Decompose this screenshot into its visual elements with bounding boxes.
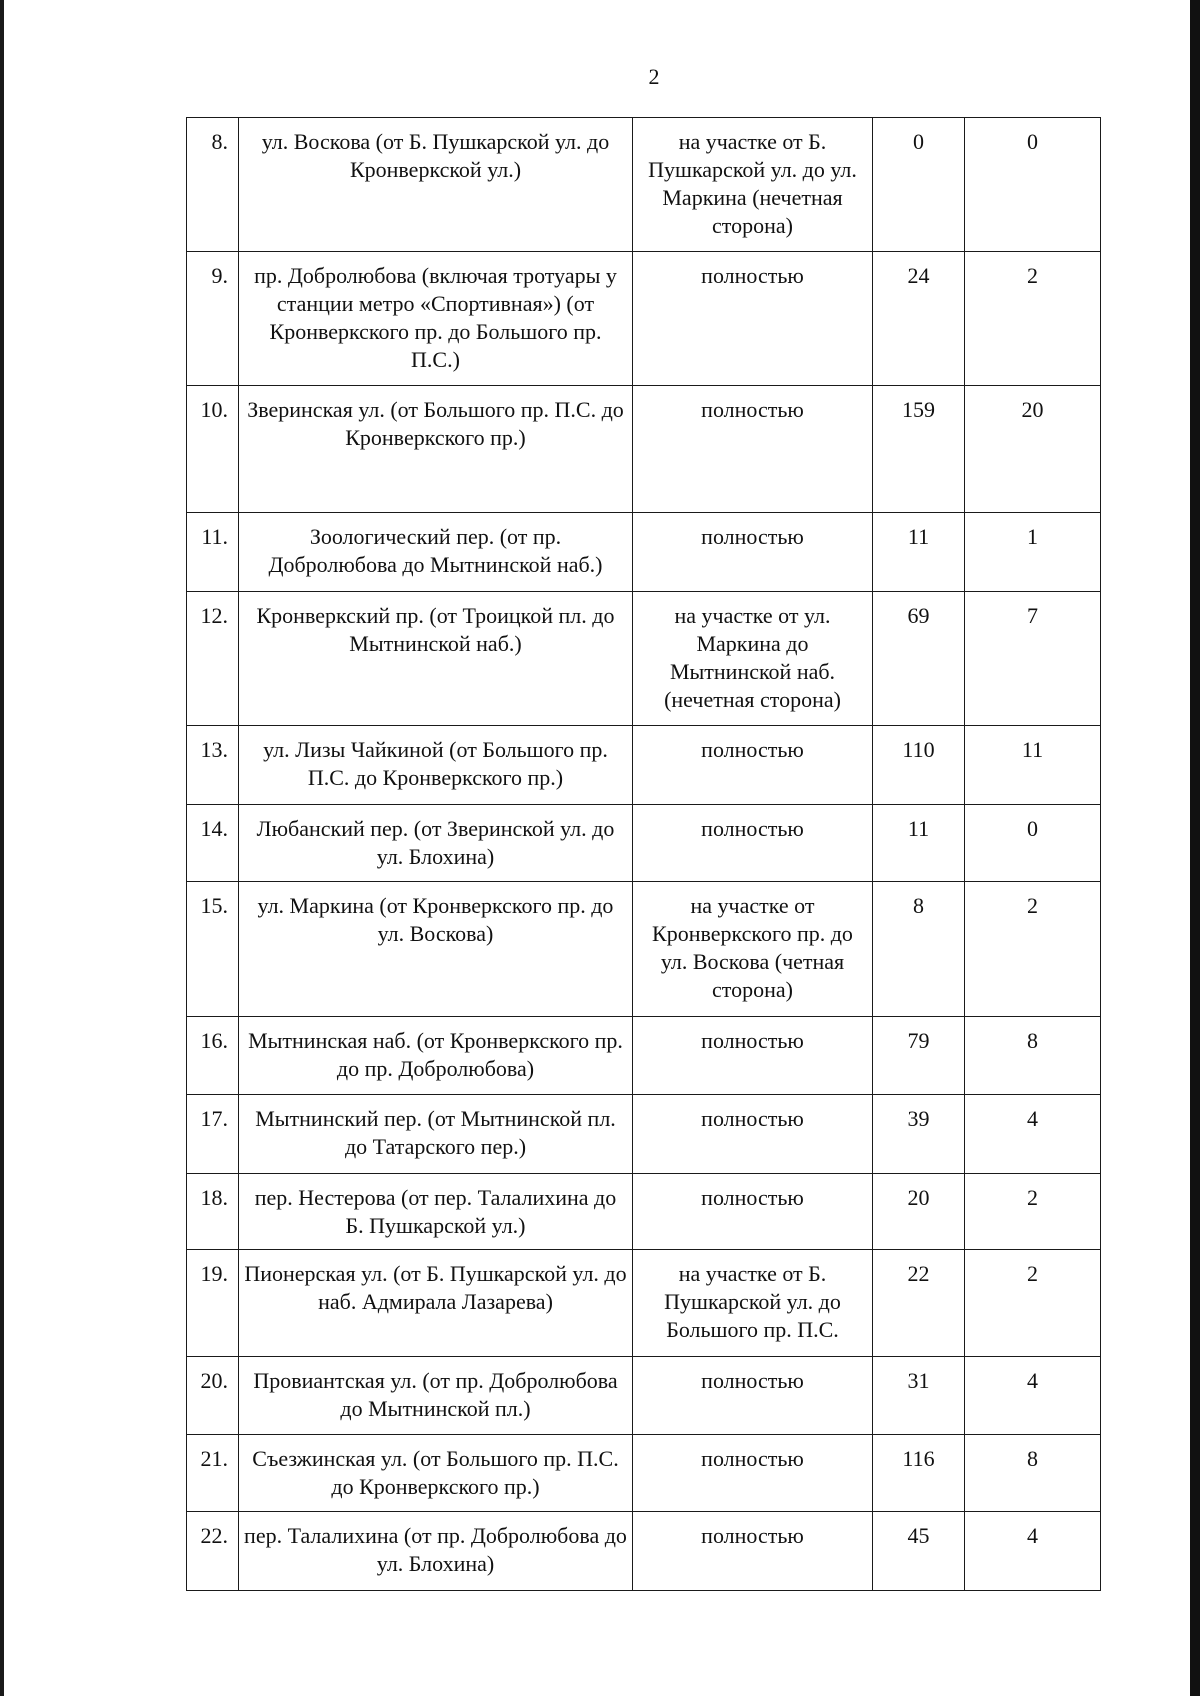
street-cell: Зверинская ул. (от Большого пр. П.С. до Кронверкского пр.): [239, 386, 633, 513]
value-a-cell: 110: [873, 726, 965, 805]
value-b-cell: 0: [965, 805, 1101, 882]
value-b-cell: 4: [965, 1095, 1101, 1174]
value-a-cell: 11: [873, 805, 965, 882]
street-cell: Любанский пер. (от Зверинской ул. до ул. Блохина): [239, 805, 633, 882]
street-cell: Мытнинская наб. (от Кронверкского пр. до пр. Добролюбова): [239, 1017, 633, 1095]
street-cell: пер. Талалихина (от пр. Добролюбова до ул. Блохина): [239, 1512, 633, 1591]
section-cell: полностью: [633, 1357, 873, 1435]
value-a-cell: 45: [873, 1512, 965, 1591]
table-row: [187, 805, 1101, 882]
scan-edge-left: [0, 0, 4, 1696]
table-row: [187, 1017, 1101, 1095]
table-row: [187, 513, 1101, 592]
street-cell: ул. Воскова (от Б. Пушкарской ул. до Кронверкской ул.): [239, 118, 633, 252]
section-cell: на участке от ул. Маркина до Мытнинской наб. (нечетная сторона): [633, 592, 873, 726]
section-cell: на участке от Б. Пушкарской ул. до Большого пр. П.С.: [633, 1250, 873, 1357]
table-row: [187, 592, 1101, 726]
row-number: 15.: [187, 882, 239, 1017]
table-row: [187, 726, 1101, 805]
section-cell: на участке от Кронверкского пр. до ул. Воскова (четная сторона): [633, 882, 873, 1017]
table-row: [187, 882, 1101, 1017]
value-a-cell: 11: [873, 513, 965, 592]
value-b-cell: 4: [965, 1512, 1101, 1591]
streets-table-body: [187, 118, 1101, 1591]
row-number: 20.: [187, 1357, 239, 1435]
street-cell: Мытнинский пер. (от Мытнинской пл. до Татарского пер.): [239, 1095, 633, 1174]
street-cell: Провиантская ул. (от пр. Добролюбова до Мытнинской пл.): [239, 1357, 633, 1435]
row-number: 9.: [187, 252, 239, 386]
table-row: [187, 252, 1101, 386]
section-cell: на участке от Б. Пушкарской ул. до ул. Маркина (нечетная сторона): [633, 118, 873, 252]
value-a-cell: 39: [873, 1095, 965, 1174]
street-cell: Зоологический пер. (от пр. Добролюбова до Мытнинской наб.): [239, 513, 633, 592]
table-row: [187, 386, 1101, 513]
row-number: 8.: [187, 118, 239, 252]
table-row: [187, 1174, 1101, 1250]
section-cell: полностью: [633, 1095, 873, 1174]
value-a-cell: 20: [873, 1174, 965, 1250]
value-a-cell: 116: [873, 1435, 965, 1512]
street-cell: Съезжинская ул. (от Большого пр. П.С. до Кронверкского пр.): [239, 1435, 633, 1512]
row-number: 13.: [187, 726, 239, 805]
section-cell: полностью: [633, 386, 873, 513]
value-a-cell: 159: [873, 386, 965, 513]
value-b-cell: 1: [965, 513, 1101, 592]
section-cell: полностью: [633, 1017, 873, 1095]
page-number: 2: [648, 64, 660, 89]
value-a-cell: 8: [873, 882, 965, 1017]
row-number: 21.: [187, 1435, 239, 1512]
row-number: 10.: [187, 386, 239, 513]
value-b-cell: 2: [965, 882, 1101, 1017]
row-number: 16.: [187, 1017, 239, 1095]
section-cell: полностью: [633, 513, 873, 592]
table-row: [187, 1095, 1101, 1174]
value-b-cell: 11: [965, 726, 1101, 805]
value-b-cell: 7: [965, 592, 1101, 726]
value-a-cell: 22: [873, 1250, 965, 1357]
street-cell: Пионерская ул. (от Б. Пушкарской ул. до наб. Адмирала Лазарева): [239, 1250, 633, 1357]
section-cell: полностью: [633, 1512, 873, 1591]
row-number: 14.: [187, 805, 239, 882]
value-b-cell: 8: [965, 1435, 1101, 1512]
section-cell: полностью: [633, 252, 873, 386]
value-b-cell: 20: [965, 386, 1101, 513]
table-row: [187, 1250, 1101, 1357]
value-a-cell: 0: [873, 118, 965, 252]
street-cell: пер. Нестерова (от пер. Талалихина до Б. Пушкарской ул.): [239, 1174, 633, 1250]
scan-edge-right: [1190, 0, 1200, 1696]
streets-table: [186, 117, 1101, 1591]
table-row: [187, 1435, 1101, 1512]
value-b-cell: 2: [965, 252, 1101, 386]
value-a-cell: 79: [873, 1017, 965, 1095]
value-b-cell: 8: [965, 1017, 1101, 1095]
table-row: [187, 1512, 1101, 1591]
street-cell: Кронверкский пр. (от Троицкой пл. до Мытнинской наб.): [239, 592, 633, 726]
street-cell: пр. Добролюбова (включая тротуары у станции метро «Спортивная») (от Кронверкского пр. до Большого пр. П.С.): [239, 252, 633, 386]
row-number: 11.: [187, 513, 239, 592]
row-number: 19.: [187, 1250, 239, 1357]
row-number: 22.: [187, 1512, 239, 1591]
row-number: 17.: [187, 1095, 239, 1174]
row-number: 12.: [187, 592, 239, 726]
section-cell: полностью: [633, 1435, 873, 1512]
section-cell: полностью: [633, 726, 873, 805]
row-number: 18.: [187, 1174, 239, 1250]
value-b-cell: 2: [965, 1250, 1101, 1357]
value-b-cell: 0: [965, 118, 1101, 252]
street-cell: ул. Маркина (от Кронверкского пр. до ул. Воскова): [239, 882, 633, 1017]
table-row: [187, 1357, 1101, 1435]
value-a-cell: 31: [873, 1357, 965, 1435]
value-b-cell: 4: [965, 1357, 1101, 1435]
street-cell: ул. Лизы Чайкиной (от Большого пр. П.С. до Кронверкского пр.): [239, 726, 633, 805]
table-row: [187, 118, 1101, 252]
value-b-cell: 2: [965, 1174, 1101, 1250]
section-cell: полностью: [633, 1174, 873, 1250]
value-a-cell: 24: [873, 252, 965, 386]
section-cell: полностью: [633, 805, 873, 882]
value-a-cell: 69: [873, 592, 965, 726]
